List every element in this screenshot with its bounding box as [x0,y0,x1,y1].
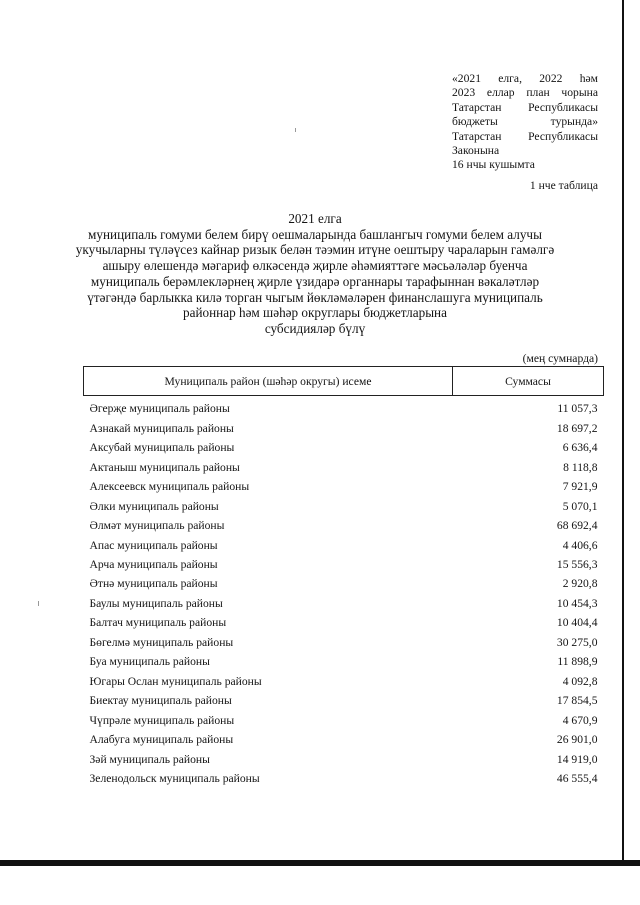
attachment-note [452,72,598,173]
district-name: Азнакай муниципаль районы [89,421,234,435]
header-amount: Суммасы [453,367,604,396]
table-row [84,594,604,613]
title-line-4: муниципаль берәмлекләрнең җирле үзидарә органнары тарафыннан вәкаләтләр [90,273,540,289]
table-row [84,555,604,574]
district-amount: 10 404,4 [556,616,598,630]
district-name: Актаныш муниципаль районы [89,460,240,474]
district-name: Әгерҗе муниципаль районы [89,402,230,416]
table-row [84,418,604,437]
scan-edge-right [622,0,624,862]
subsidy-table [83,366,604,788]
table-row [84,691,604,710]
table-header-row [84,367,604,396]
district-amount: 11 898,9 [557,655,598,669]
district-amount: 30 275,0 [556,635,598,649]
scan-edge-bottom [0,860,640,866]
district-name: Биектау муниципаль районы [89,694,232,708]
district-amount: 26 901,0 [556,733,598,747]
district-amount: 7 921,9 [562,480,598,494]
table-row [84,672,604,691]
attachment-line-3: Татарстан Республикасы [452,100,598,114]
district-amount: 4 670,9 [562,713,598,727]
district-amount: 5 070,1 [562,499,598,513]
district-name: Зеленодольск муниципаль районы [89,772,260,786]
attachment-line-6: Законына [452,144,500,158]
table-row [84,496,604,515]
units-note: (мең сумнарда) [522,352,598,365]
table-row [84,477,604,496]
table-row [84,613,604,632]
header-name: Муниципаль район (шәһәр округы) исеме [84,367,453,396]
document-title [60,211,570,337]
scan-speck [38,601,39,606]
district-amount: 17 854,5 [556,694,598,708]
district-name: Алексеевск муниципаль районы [89,480,250,494]
table-row [84,574,604,593]
table-row [84,711,604,730]
district-name: Баулы муниципаль районы [89,596,223,610]
table-row [84,438,604,457]
title-line-1: муниципаль гомуми белем бирү оешмаларында башлангыч гомуми белем алучы [88,226,542,242]
table-row [84,769,604,788]
scan-speck [295,128,296,132]
district-name: Бөгелмә муниципаль районы [89,635,234,649]
title-line-7: субсидияләр бүлү [264,320,366,336]
district-name: Апас муниципаль районы [89,538,218,552]
table-row [84,516,604,535]
district-name: Югары Ослан муниципаль районы [89,674,262,688]
district-name: Зәй муниципаль районы [89,752,210,766]
table-row [84,396,604,419]
title-line-3: ашыру өлешендә мәгариф өлкәсендә җирле әһәмияттәге мәсьәләләр буенча [102,258,528,274]
district-name: Әлки муниципаль районы [89,499,219,513]
title-line-5: үтәгәндә барлыкка килә торган чыгым йөкләмәләрен финанслашуга муниципаль [87,289,543,305]
district-name: Аксубай муниципаль районы [89,441,235,455]
district-name: Алабуга муниципаль районы [89,733,234,747]
district-amount: 46 555,4 [556,772,598,786]
district-name: Арча муниципаль районы [89,557,218,571]
title-year: 2021 елга [288,211,342,226]
title-line-6: районнар һәм шәһәр округлары бюджетларына [183,305,447,321]
district-amount: 4 092,8 [562,674,598,688]
district-amount: 14 919,0 [556,752,598,766]
district-amount: 11 057,3 [557,402,598,416]
district-amount: 4 406,6 [562,538,598,552]
table-row [84,730,604,749]
district-name: Балтач муниципаль районы [89,616,227,630]
attachment-line-2: 2023 еллар план чорына [452,86,598,100]
table-row [84,749,604,768]
table-number: 1 нче таблица [529,179,598,192]
district-amount: 68 692,4 [556,519,598,533]
district-amount: 8 118,8 [563,460,598,474]
table-row [84,457,604,476]
district-amount: 6 636,4 [562,441,598,455]
district-name: Әтнә муниципаль районы [89,577,218,591]
district-name: Әлмәт муниципаль районы [89,519,225,533]
table-row [84,652,604,671]
table-row [84,535,604,554]
attachment-line-1: «2021 елга, 2022 һәм [452,72,598,85]
district-amount: 2 920,8 [562,577,598,591]
attachment-line-4: бюджеты турында» [452,115,598,129]
district-name: Буа муниципаль районы [89,655,210,669]
attachment-line-7: 16 нчы кушымта [452,158,535,172]
attachment-line-5: Татарстан Республикасы [452,129,598,143]
title-line-2: укучыларны түләүсез кайнар ризык белән тәэмин итүне оештыру чараларын гамәлгә [75,242,555,258]
district-amount: 18 697,2 [556,421,598,435]
district-name: Чүпрәле муниципаль районы [89,713,235,727]
district-amount: 15 556,3 [556,557,598,571]
table-row [84,633,604,652]
district-amount: 10 454,3 [556,596,598,610]
